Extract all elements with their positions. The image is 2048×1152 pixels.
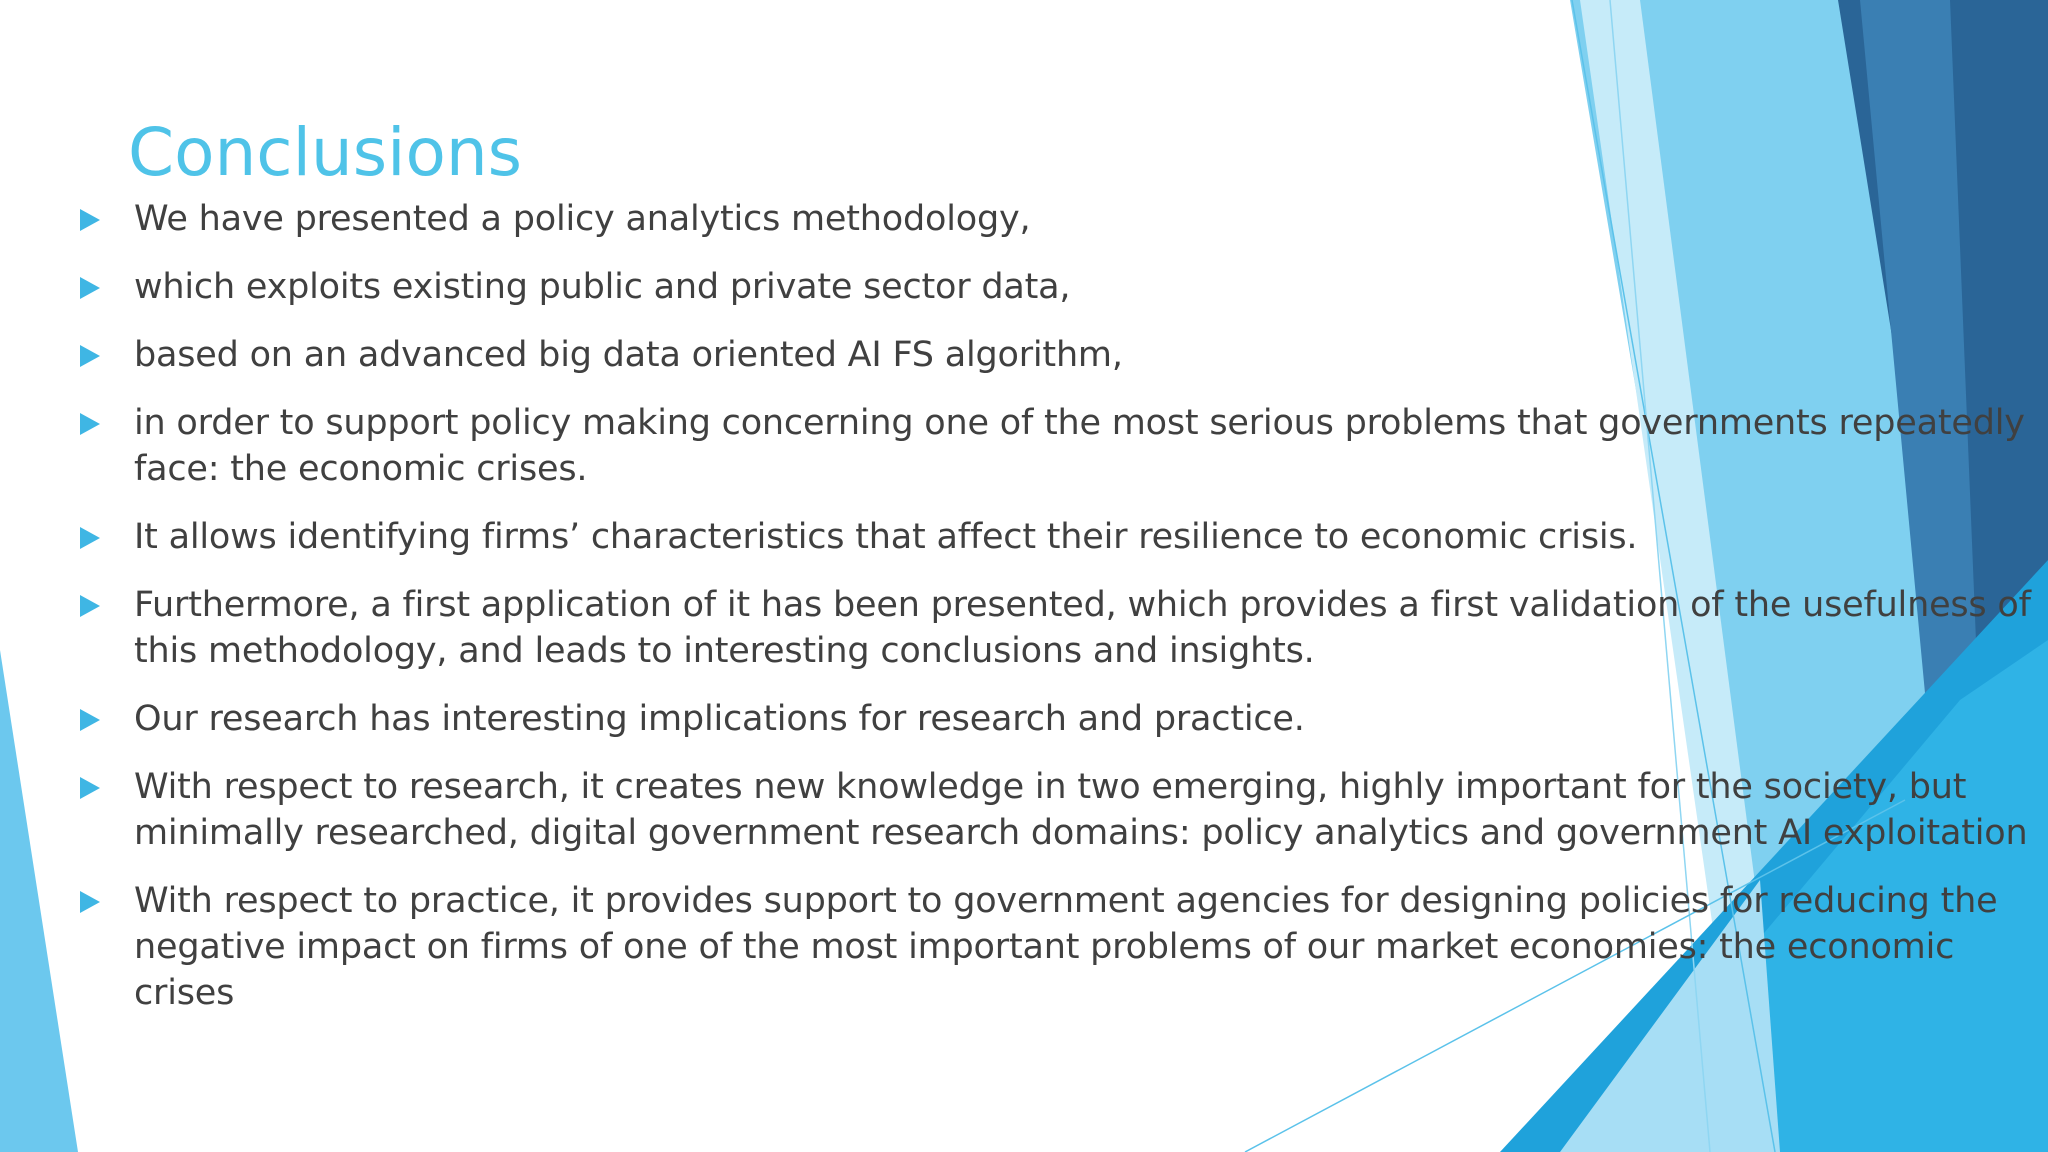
arrow-bullet-icon — [80, 777, 100, 799]
arrow-bullet-icon — [80, 277, 100, 299]
bullet-text: With respect to practice, it provides support to government agencies for designing policies for reducing the negative impact on firms of one of the most important problems of our market economies: the economic crises — [134, 881, 1998, 1013]
bullet-item — [74, 196, 2034, 242]
bullet-item — [74, 764, 2034, 856]
bullet-text: which exploits existing public and private sector data, — [134, 267, 1071, 307]
bullet-item — [74, 878, 2034, 1016]
arrow-bullet-icon — [80, 345, 100, 367]
bullet-item — [74, 332, 2034, 378]
bullet-list — [74, 196, 2034, 1038]
bullet-item — [74, 400, 2034, 492]
arrow-bullet-icon — [80, 595, 100, 617]
bullet-text: Our research has interesting implications for research and practice. — [134, 699, 1305, 739]
bullet-text: based on an advanced big data oriented AI FS algorithm, — [134, 335, 1123, 375]
bullet-item — [74, 582, 2034, 674]
arrow-bullet-icon — [80, 891, 100, 913]
bullet-text: With respect to research, it creates new knowledge in two emerging, highly important for the society, but minimally researched, digital government research domains: policy analytics and government AI exploitation — [134, 767, 2028, 853]
bullet-item — [74, 696, 2034, 742]
arrow-bullet-icon — [80, 209, 100, 231]
arrow-bullet-icon — [80, 527, 100, 549]
arrow-bullet-icon — [80, 709, 100, 731]
left-accent-shape — [0, 650, 78, 1152]
arrow-bullet-icon — [80, 413, 100, 435]
bullet-text: It allows identifying firms’ characteristics that affect their resilience to economic crisis. — [134, 517, 1638, 557]
bullet-text: We have presented a policy analytics methodology, — [134, 199, 1031, 239]
bullet-text: in order to support policy making concerning one of the most serious problems that governments repeatedly face: the economic crises. — [134, 403, 2025, 489]
bullet-item — [74, 514, 2034, 560]
slide-title: Conclusions — [128, 114, 523, 191]
bullet-text: Furthermore, a first application of it has been presented, which provides a first validation of the usefulness of this methodology, and leads to interesting conclusions and insights. — [134, 585, 2031, 671]
bullet-item — [74, 264, 2034, 310]
